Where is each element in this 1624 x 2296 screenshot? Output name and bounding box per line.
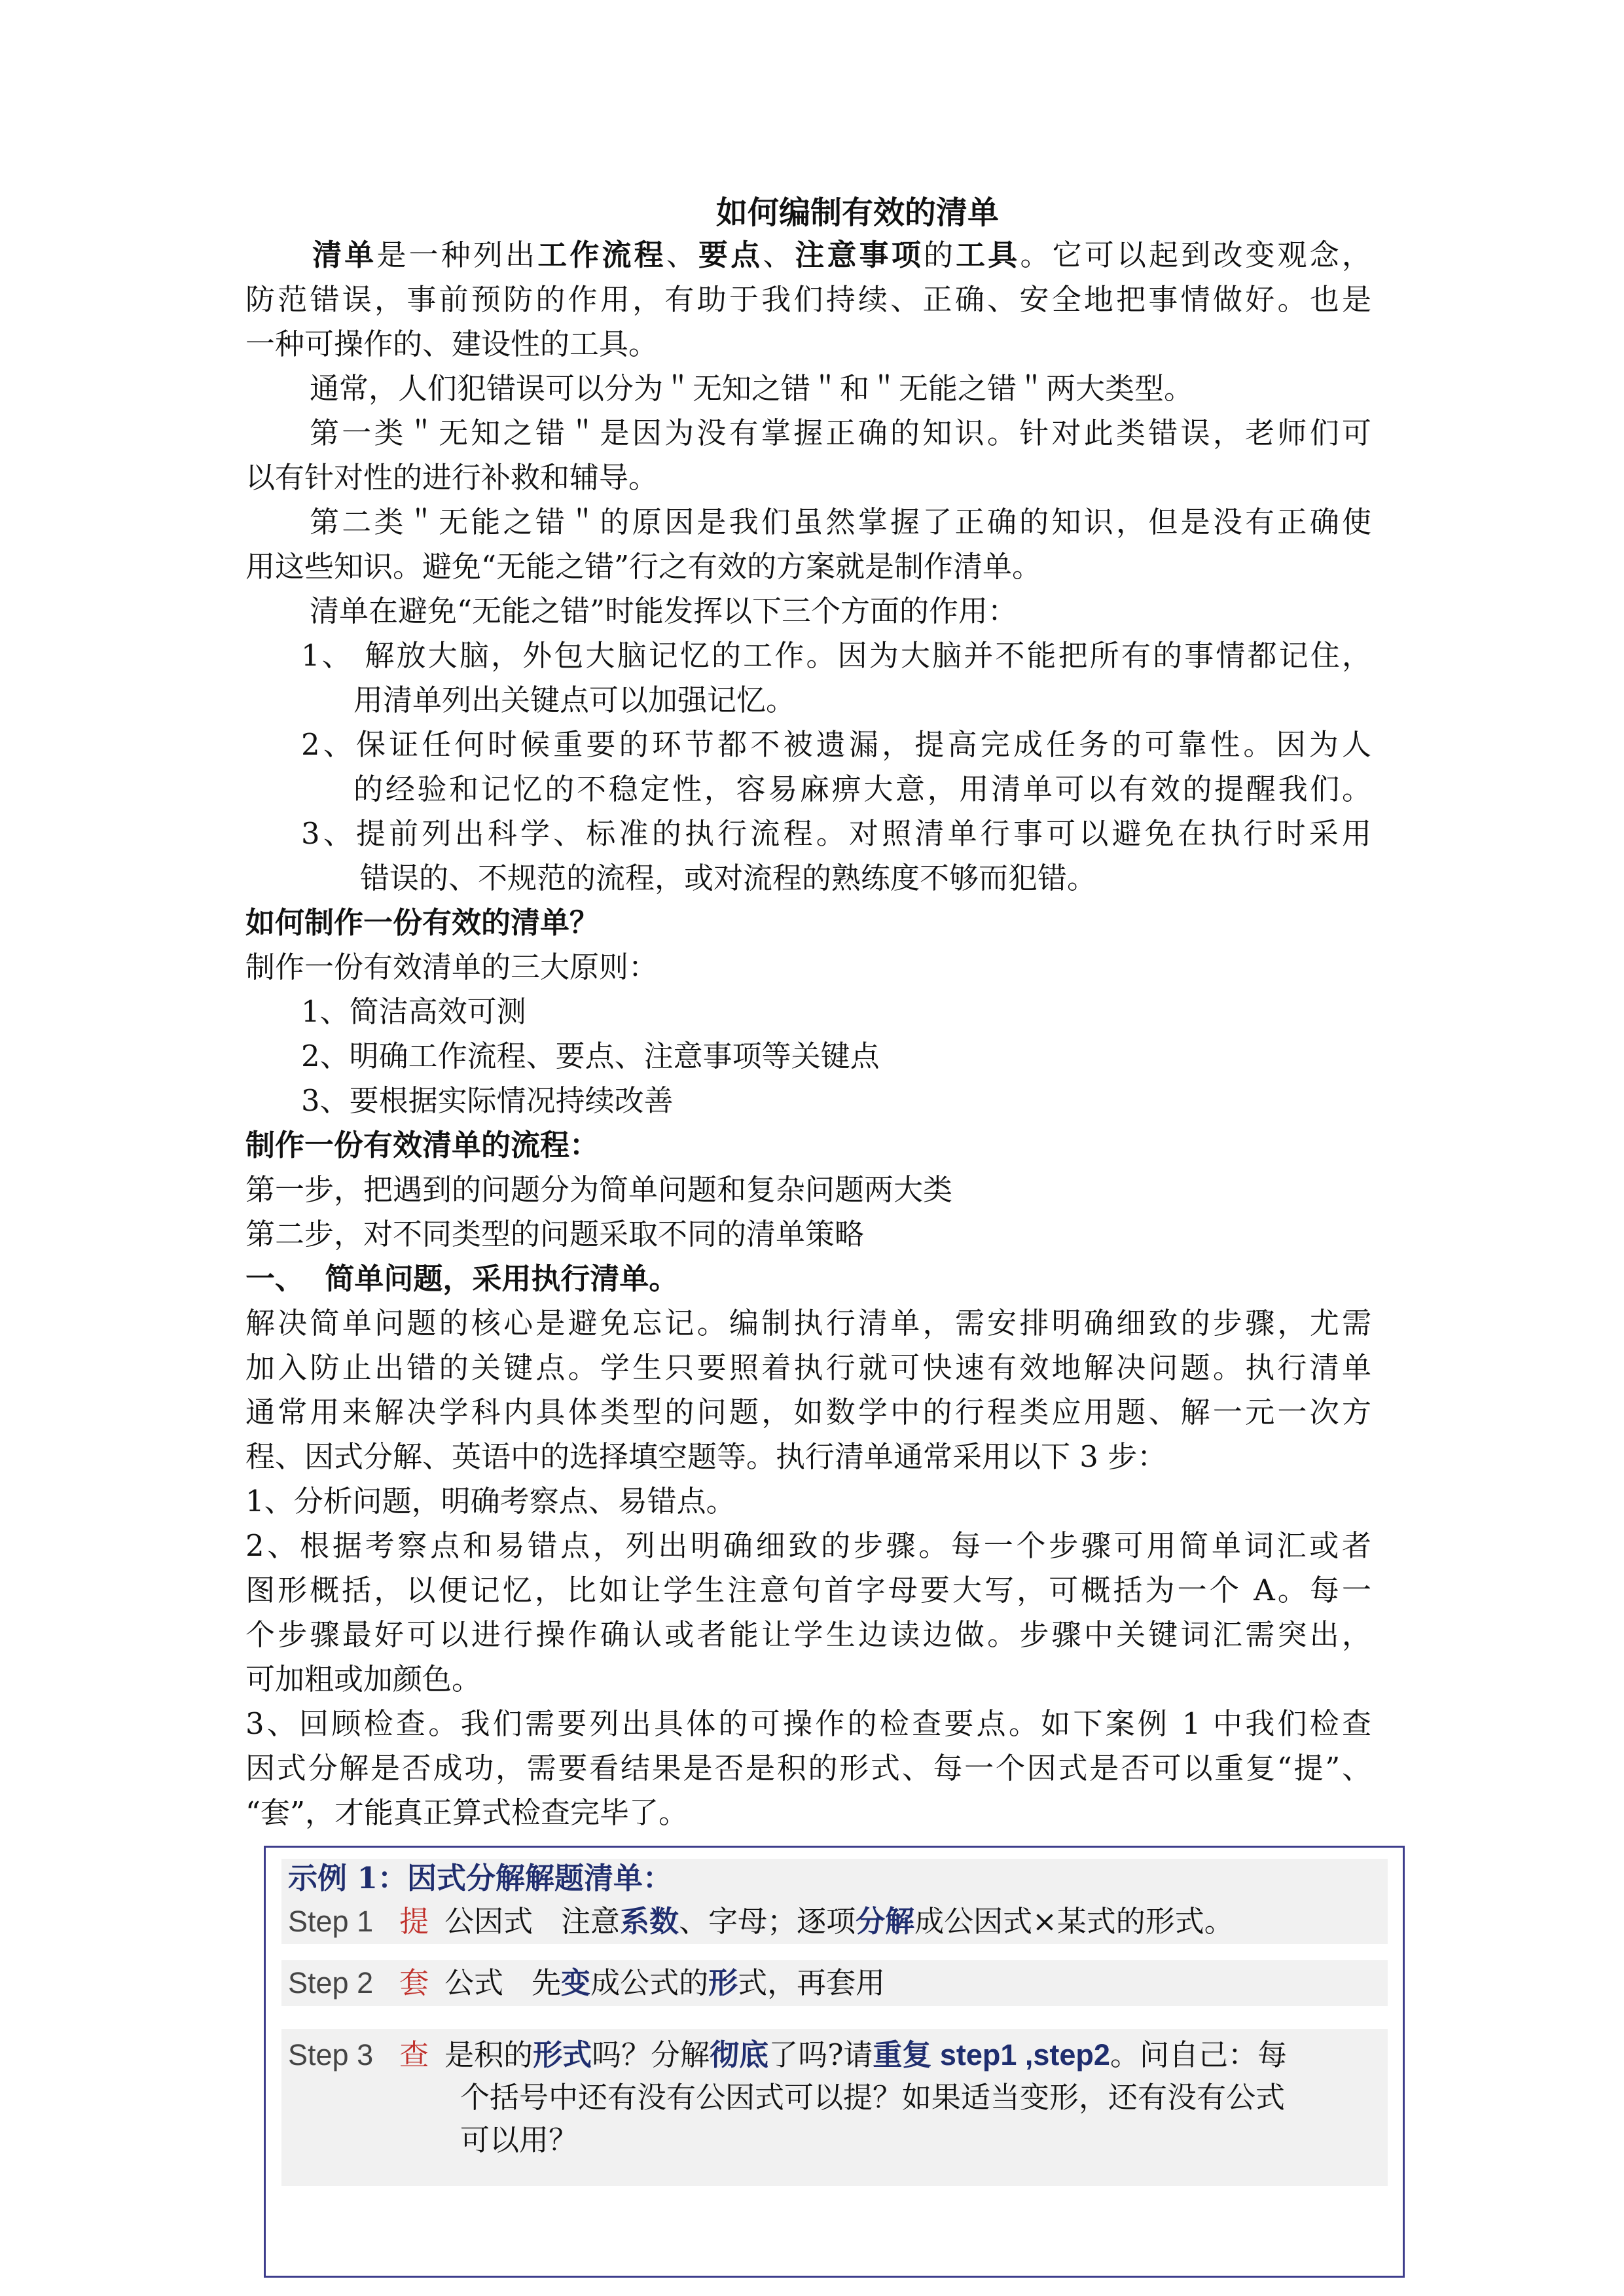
page-title: 如何编制有效的清单: [715, 194, 999, 231]
method-item-2-line-3: 个步骤最好可以进行操作确认或者能让学生边读边做。步骤中关键词汇需突出，: [245, 1617, 1371, 1652]
example-step-2: Step 2 套 公式 先变成公式的形式，再套用: [288, 1965, 886, 2000]
process-step-1: 第一步，把遇到的问题分为简单问题和复杂问题两大类: [245, 1172, 953, 1207]
principles-intro: 制作一份有效清单的三大原则：: [245, 950, 659, 984]
role-2-line-1: 2、保证任何时候重要的环节都不被遗漏，提高完成任务的可靠性。因为人: [301, 727, 1371, 762]
role-1-line-1: 1、 解放大脑，外包大脑记忆的工作。因为大脑并不能把所有的事情都记住，: [301, 638, 1371, 673]
method-item-1: 1、分析问题，明确考察点、易错点。: [245, 1484, 736, 1518]
para-three-roles: 清单在避免“无能之错”时能发挥以下三个方面的作用：: [310, 594, 1018, 628]
role-3-line-2: 错误的、不规范的流程，或对流程的熟练度不够而犯错。: [360, 861, 1097, 895]
example-step-1: Step 1 提 公因式 注意系数、字母；逐项分解成公因式×某式的形式。: [288, 1904, 1234, 1939]
role-3-line-1: 3、提前列出科学、标准的执行流程。对照清单行事可以避免在执行时采用: [301, 816, 1371, 851]
simple-line-1: 解决简单问题的核心是避免忘记。编制执行清单，需安排明确细致的步骤，尤需: [245, 1306, 1371, 1340]
para-ignorance-line-1: 第一类＂无知之错＂是因为没有掌握正确的知识。针对此类错误，老师们可: [310, 416, 1371, 450]
intro-line-3: 一种可操作的、建设性的工具。: [245, 327, 659, 361]
method-item-3-line-3: “套”，才能真正算式检查完毕了。: [245, 1795, 689, 1830]
principle-2: 2、明确工作流程、要点、注意事项等关键点: [301, 1039, 880, 1073]
process-step-2: 第二步，对不同类型的问题采取不同的清单策略: [245, 1217, 865, 1251]
heading-how-to-make: 如何制作一份有效的清单？: [245, 905, 600, 940]
para-error-types: 通常，人们犯错误可以分为＂无知之错＂和＂无能之错＂两大类型。: [310, 371, 1194, 406]
example-step-3-line-2: 个括号中还有没有公因式可以提？如果适当变形，还有没有公式: [460, 2080, 1286, 2115]
simple-line-2: 加入防止出错的关键点。学生只要照着执行就可快速有效地解决问题。执行清单: [245, 1350, 1371, 1385]
heading-simple-problem: 一、 简单问题，采用执行清单。: [245, 1261, 679, 1296]
intro-line-1: 清单是一种列出工作流程、要点、注意事项的工具。它可以起到改变观念，: [310, 238, 1371, 272]
para-ignorance-line-2: 以有针对性的进行补救和辅导。: [245, 460, 659, 495]
principle-1: 1、简洁高效可测: [301, 994, 526, 1029]
intro-line-2: 防范错误，事前预防的作用，有助于我们持续、正确、安全地把事情做好。也是: [245, 282, 1371, 317]
example-heading: 示例 1：因式分解解题清单：: [288, 1861, 672, 1895]
role-2-line-2: 的经验和记忆的不稳定性，容易麻痹大意，用清单可以有效的提醒我们。: [353, 772, 1371, 806]
method-item-2-line-2: 图形概括，以便记忆，比如让学生注意句首字母要大写，可概括为一个 A。每一: [245, 1573, 1371, 1607]
para-incompetence-line-2: 用这些知识。避免“无能之错”行之有效的方案就是制作清单。: [245, 549, 1042, 584]
example-step-3-line-1: Step 3 查 是积的形式吗？分解彻底了吗?请重复 step1 ,step2。问自己：每: [288, 2037, 1287, 2072]
method-item-3-line-2: 因式分解是否成功，需要看结果是否是积的形式、每一个因式是否可以重复“提”、: [245, 1751, 1371, 1785]
para-incompetence-line-1: 第二类＂无能之错＂的原因是我们虽然掌握了正确的知识，但是没有正确使: [310, 505, 1371, 539]
method-item-2-line-4: 可加粗或加颜色。: [245, 1662, 482, 1696]
method-item-2-line-1: 2、根据考察点和易错点，列出明确细致的步骤。每一个步骤可用简单词汇或者: [245, 1528, 1371, 1563]
heading-process: 制作一份有效清单的流程：: [245, 1128, 600, 1162]
method-item-3-line-1: 3、回顾检查。我们需要列出具体的可操作的检查要点。如下案例 1 中我们检查: [245, 1706, 1371, 1741]
example-step-3-line-3: 可以用？: [460, 2123, 579, 2157]
role-1-line-2: 用清单列出关键点可以加强记忆。: [353, 683, 796, 717]
principle-3: 3、要根据实际情况持续改善: [301, 1083, 674, 1118]
simple-line-3: 通常用来解决学科内具体类型的问题，如数学中的行程类应用题、解一元一次方: [245, 1395, 1371, 1429]
simple-line-4: 程、因式分解、英语中的选择填空题等。执行清单通常采用以下 3 步：: [245, 1439, 1167, 1474]
